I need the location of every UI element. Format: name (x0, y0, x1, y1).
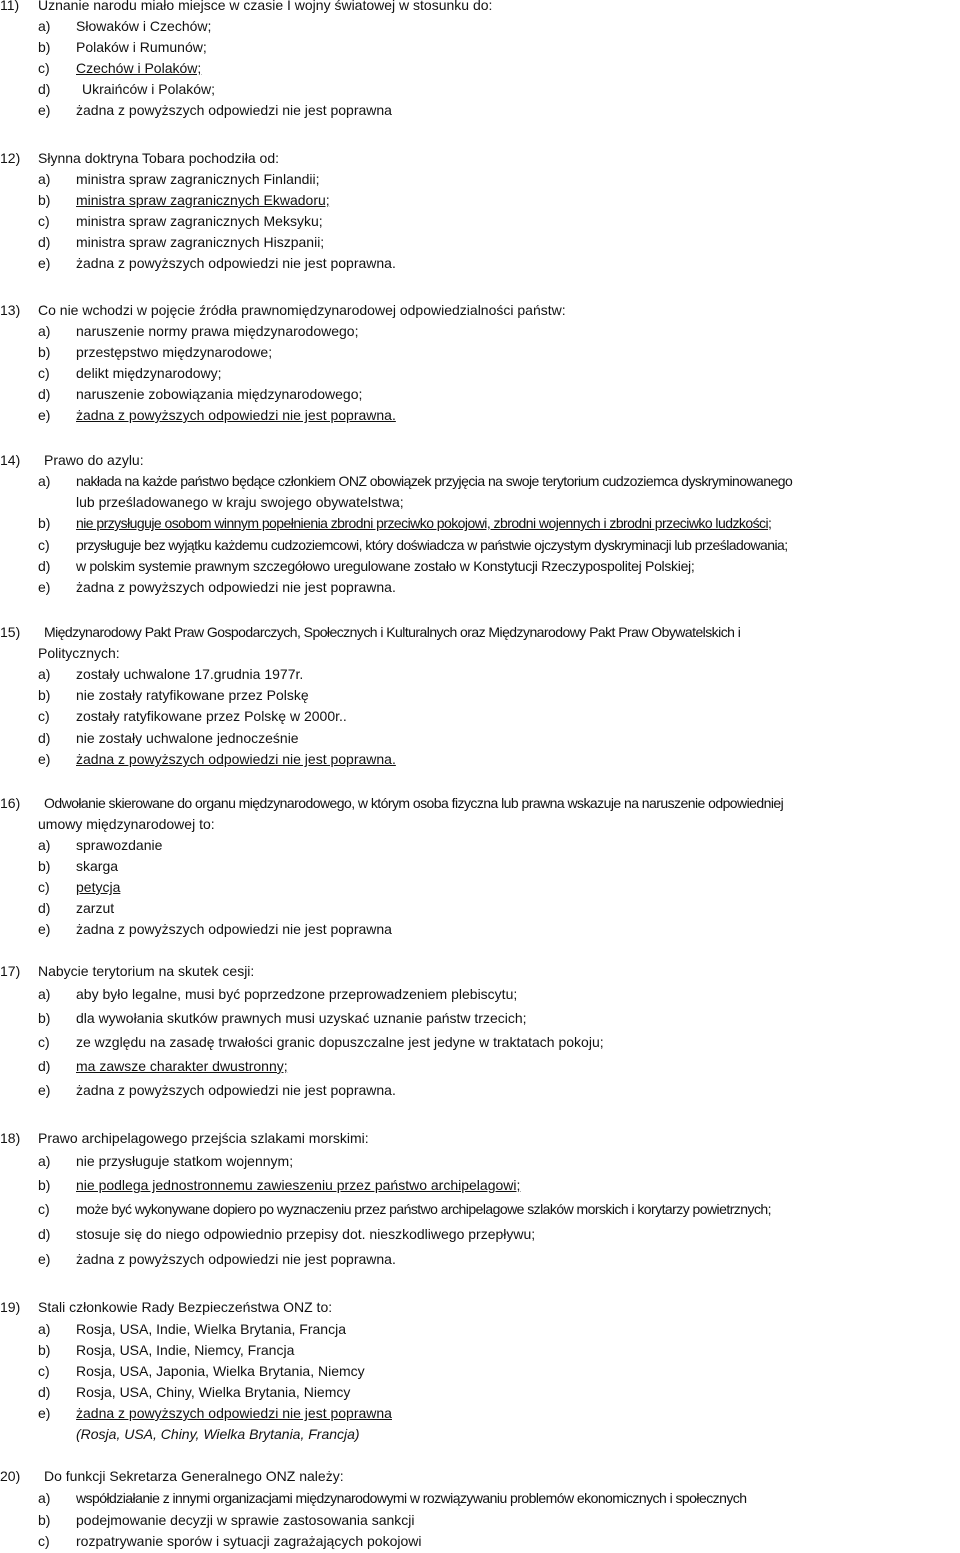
option-text: zarzut (76, 900, 115, 916)
option-text: delikt międzynarodowy; (76, 365, 222, 381)
option-letter: d) (38, 386, 51, 402)
option-text: stosuje się do niego odpowiednio przepisy dot. nieszkodliwego przepływu; (76, 1226, 536, 1242)
option-letter: b) (38, 687, 51, 703)
option-text: przestępstwo międzynarodowe; (76, 344, 273, 360)
question-text: Międzynarodowy Pakt Praw Gospodarczych, Społecznych i Kulturalnych oraz Międzynarodowy Pakt Praw Obywatelskich i (44, 624, 741, 640)
option-text-marked: żadna z powyższych odpowiedzi nie jest poprawna (76, 1405, 392, 1421)
option-letter: e) (38, 1082, 51, 1098)
option-letter: b) (38, 344, 51, 360)
option-text-marked: nie przysługuje osobom winnym popełnienia zbrodni przeciwko pokojowi, zbrodni wojennych i zbrodni przeciwko ludzkości; (76, 515, 772, 531)
question-text: Prawo archipelagowego przejścia szlakami morskimi: (38, 1130, 369, 1146)
option-text: ministra spraw zagranicznych Finlandii; (76, 171, 320, 187)
option-text-marked: Czechów i Polaków; (76, 60, 202, 76)
option-text: może być wykonywane dopiero po wyznaczeniu przez państwo archipelagowe szlaków morskich i korytarzy powietrznych; (76, 1201, 771, 1217)
option-text: podejmowanie decyzji w sprawie zastosowania sankcji (76, 1512, 415, 1528)
option-text-marked: ma zawsze charakter dwustronny; (76, 1058, 288, 1074)
option-text: nie zostały ratyfikowane przez Polskę (76, 687, 309, 703)
option-text-marked: żadna z powyższych odpowiedzi nie jest poprawna. (76, 751, 396, 767)
option-letter: a) (38, 666, 51, 682)
option-letter: b) (38, 1512, 51, 1528)
option-text: zostały uchwalone 17.grudnia 1977r. (76, 666, 304, 682)
option-letter: e) (38, 751, 51, 767)
option-letter: b) (38, 1177, 51, 1193)
option-letter: d) (38, 1226, 51, 1242)
question-number: 20) (0, 1468, 21, 1484)
option-text: rozpatrywanie sporów i sytuacji zagrażających pokojowi (76, 1533, 422, 1549)
option-text: żadna z powyższych odpowiedzi nie jest poprawna (76, 102, 392, 118)
option-text: Ukraińców i Polaków; (82, 81, 216, 97)
option-letter: d) (38, 558, 51, 574)
option-letter: a) (38, 1153, 51, 1169)
option-letter: c) (38, 1533, 50, 1549)
question-text: Nabycie terytorium na skutek cesji: (38, 963, 255, 979)
option-text: zostały ratyfikowane przez Polskę w 2000r.. (76, 708, 347, 724)
option-letter: b) (38, 858, 51, 874)
option-text: dla wywołania skutków prawnych musi uzyskać uznanie państw trzecich; (76, 1010, 527, 1026)
question-text-continued: Politycznych: (38, 645, 120, 661)
option-text-marked: żadna z powyższych odpowiedzi nie jest poprawna. (76, 407, 396, 423)
option-letter: d) (38, 730, 51, 746)
option-letter: a) (38, 473, 51, 489)
option-letter: c) (38, 213, 50, 229)
question-text: Uznanie narodu miało miejsce w czasie I wojny światowej w stosunku do: (38, 0, 493, 13)
option-letter: c) (38, 365, 50, 381)
option-text: Polaków i Rumunów; (76, 39, 207, 55)
question-number: 17) (0, 963, 21, 979)
question-number: 14) (0, 452, 21, 468)
option-text: nakłada na każde państwo będące członkiem ONZ obowiązek przyjęcia na swoje terytorium cudzoziemca dyskryminowanego (76, 473, 793, 489)
option-letter: a) (38, 1490, 51, 1506)
option-letter: d) (38, 900, 51, 916)
option-text: Rosja, USA, Indie, Wielka Brytania, Francja (76, 1321, 346, 1337)
option-letter: b) (38, 515, 51, 531)
question-text: Słynna doktryna Tobara pochodziła od: (38, 150, 280, 166)
option-letter: c) (38, 708, 50, 724)
option-text-marked: ministra spraw zagranicznych Ekwadoru; (76, 192, 330, 208)
option-text: ministra spraw zagranicznych Hiszpanii; (76, 234, 325, 250)
question-text: Prawo do azylu: (44, 452, 144, 468)
option-letter: c) (38, 1034, 50, 1050)
option-text: aby było legalne, musi być poprzedzone przeprowadzeniem plebiscytu; (76, 986, 518, 1002)
question-number: 11) (0, 0, 20, 13)
option-letter: e) (38, 1405, 51, 1421)
option-letter: c) (38, 537, 50, 553)
option-letter: e) (38, 407, 51, 423)
option-text: sprawozdanie (76, 837, 163, 853)
question-number: 18) (0, 1130, 21, 1146)
question-text-continued: umowy międzynarodowej to: (38, 816, 215, 832)
option-letter: e) (38, 255, 51, 271)
question-text: Do funkcji Sekretarza Generalnego ONZ należy: (44, 1468, 344, 1484)
option-text: skarga (76, 858, 119, 874)
option-text: Słowaków i Czechów; (76, 18, 212, 34)
question-number: 19) (0, 1299, 21, 1315)
option-letter: e) (38, 102, 51, 118)
option-text: współdziałanie z innymi organizacjami międzynarodowymi w rozwiązywaniu problemów ekonomicznych i społecznych (76, 1490, 747, 1506)
option-text: żadna z powyższych odpowiedzi nie jest poprawna (76, 921, 392, 937)
option-letter: a) (38, 986, 51, 1002)
option-letter: b) (38, 1010, 51, 1026)
option-letter: a) (38, 837, 51, 853)
option-text: ministra spraw zagranicznych Meksyku; (76, 213, 323, 229)
option-letter: c) (38, 1201, 50, 1217)
question-number: 13) (0, 302, 21, 318)
option-text: żadna z powyższych odpowiedzi nie jest poprawna. (76, 579, 396, 595)
option-text: Rosja, USA, Japonia, Wielka Brytania, Niemcy (76, 1363, 365, 1379)
question-number: 16) (0, 795, 21, 811)
option-letter: a) (38, 1321, 51, 1337)
option-letter: e) (38, 579, 51, 595)
option-letter: e) (38, 1251, 51, 1267)
option-letter: c) (38, 879, 50, 895)
option-letter: a) (38, 18, 51, 34)
option-text: żadna z powyższych odpowiedzi nie jest poprawna. (76, 255, 396, 271)
option-text: żadna z powyższych odpowiedzi nie jest poprawna. (76, 1082, 396, 1098)
option-text: nie przysługuje statkom wojennym; (76, 1153, 294, 1169)
option-letter: b) (38, 1342, 51, 1358)
question-text: Co nie wchodzi w pojęcie źródła prawnomiędzynarodowej odpowiedzialności państw: (38, 302, 566, 318)
option-letter: b) (38, 39, 51, 55)
question-number: 15) (0, 624, 21, 640)
option-text: żadna z powyższych odpowiedzi nie jest poprawna. (76, 1251, 396, 1267)
option-text: naruszenie normy prawa międzynarodowego; (76, 323, 359, 339)
option-letter: a) (38, 323, 51, 339)
option-letter: c) (38, 1363, 50, 1379)
option-text: naruszenie zobowiązania międzynarodowego; (76, 386, 363, 402)
option-text: w polskim systemie prawnym szczegółowo uregulowane zostało w Konstytucji Rzeczypospolitej Polskiej; (76, 558, 695, 574)
option-text: Rosja, USA, Chiny, Wielka Brytania, Niemcy (76, 1384, 351, 1400)
option-text: Rosja, USA, Indie, Niemcy, Francja (76, 1342, 295, 1358)
option-letter: d) (38, 1384, 51, 1400)
question-number: 12) (0, 150, 21, 166)
answer-note: (Rosja, USA, Chiny, Wielka Brytania, Francja) (76, 1426, 360, 1442)
option-letter: d) (38, 234, 51, 250)
option-letter: b) (38, 192, 51, 208)
option-text: przysługuje bez wyjątku każdemu cudzoziemcowi, który doświadcza w państwie ojczystym dyskryminacji lub prześladowania; (76, 537, 788, 553)
option-letter: e) (38, 921, 51, 937)
option-text: ze względu na zasadę trwałości granic dopuszczalne jest jedyne w traktatach pokoju; (76, 1034, 604, 1050)
question-text: Stali członkowie Rady Bezpieczeństwa ONZ to: (38, 1299, 333, 1315)
option-letter: a) (38, 171, 51, 187)
option-text-continued: lub prześladowanego w kraju swojego obywatelstwa; (76, 494, 404, 510)
question-text: Odwołanie skierowane do organu międzynarodowego, w którym osoba fizyczna lub prawna wskazuje na naruszenie odpowiedniej (44, 795, 784, 811)
option-text-marked: petycja (76, 879, 121, 895)
option-text: nie zostały uchwalone jednocześnie (76, 730, 299, 746)
option-letter: d) (38, 1058, 51, 1074)
option-text-marked: nie podlega jednostronnemu zawieszeniu przez państwo archipelagowi; (76, 1177, 521, 1193)
option-letter: d) (38, 81, 51, 97)
option-letter: c) (38, 60, 50, 76)
